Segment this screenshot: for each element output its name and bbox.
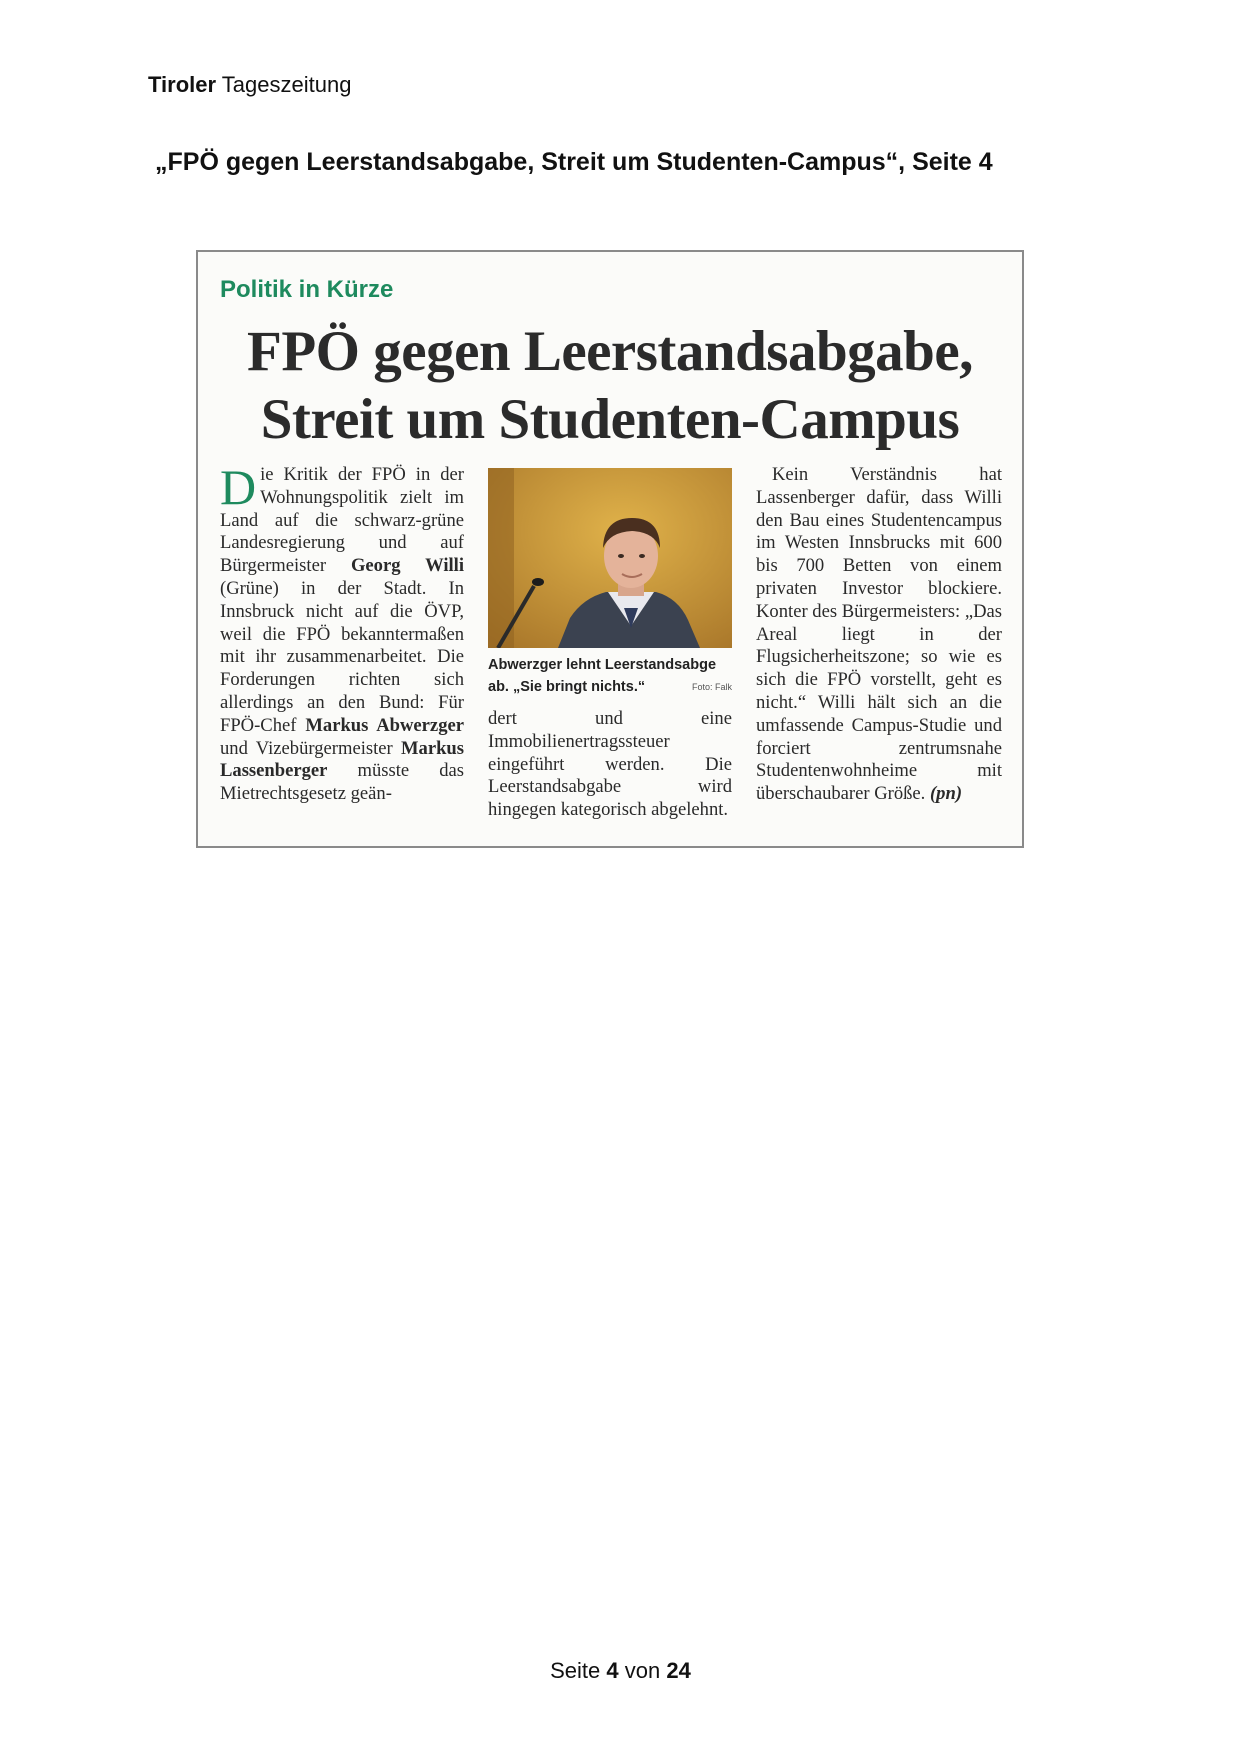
headline-line-1: FPÖ gegen Leerstandsabgabe, [247, 320, 973, 383]
col1-text-4: müsste das Mietrechtsgesetz geän- [220, 760, 464, 805]
col1-text-3: und Vizebürgermeister [220, 737, 401, 759]
photo-caption [488, 654, 732, 700]
article-photo [488, 468, 732, 648]
col1-text-2: (Grüne) in der Stadt. In Innsbruck nicht auf die ÖVP, weil die FPÖ bekanntermaßen mit ihr zusammenarbeitet. Die Forderungen richten sich allerdings an den Bund: Für FPÖ-Chef [220, 577, 464, 736]
section-rubric: Politik in Kürze [220, 276, 394, 303]
page-number [0, 1658, 1241, 1684]
newspaper-clipping [196, 250, 1024, 848]
author-initials: (pn) [929, 783, 963, 805]
page-current: 4 [606, 1658, 619, 1683]
headline-line-2: Streit um Studenten-Campus [260, 388, 960, 451]
photo-credit: Foto: Falk [691, 682, 732, 692]
photo-caption-text: Abwerzger lehnt Leerstandsabge ab. „Sie bringt nichts.“ [488, 657, 717, 695]
col3-text: Kein Verständnis hat Lassenberger dafür, dass Willi den Bau eines Studentencampus im Westen Innsbrucks mit 600 bis 700 Betten von einem privaten Investor blockiere. Konter des Bürgermeisters: „Das Areal liegt in der Flugsicherheitszone; so wie es sich die FPÖ vorstellt, geht es nicht.“ Willi hält sich an die umfassende Campus-Studie und forciert zentrumsnahe Studentenwohnheime mit überschaubarer Größe. [756, 464, 1002, 805]
col1-text-1: ie Kritik der FPÖ in der Wohnungspolitik zielt im Land auf die schwarz-grüne Landesregierung und auf Bürgermeister [220, 464, 464, 577]
page-prefix: Seite [550, 1658, 601, 1683]
article-column-2 [488, 464, 732, 822]
publication-name-bold: Tiroler [148, 72, 217, 97]
name-markus-abwerzger: Markus Abwerzger [305, 714, 464, 736]
col2-text: dert und eine Immobilienertragssteuer eingeführt werden. Die Leerstandsabgabe wird hingegen kategorisch abgelehnt. [488, 708, 732, 821]
name-georg-willi: Georg Willi [350, 555, 464, 577]
article-column-3 [756, 464, 1002, 806]
drop-cap: D [220, 459, 257, 515]
article-headline [198, 318, 1022, 454]
article-column-1 [220, 459, 464, 806]
publication-name [148, 72, 351, 98]
publication-name-rest: Tageszeitung [221, 72, 352, 97]
speaker-photo-illustration [488, 468, 732, 648]
clipping-heading: „FPÖ gegen Leerstandsabgabe, Streit um Studenten-Campus“, Seite 4 [155, 148, 993, 176]
page-total: 24 [666, 1658, 691, 1683]
page-mid: von [624, 1658, 661, 1683]
name-markus-lassenberger: Markus Lassenberger [220, 737, 464, 782]
